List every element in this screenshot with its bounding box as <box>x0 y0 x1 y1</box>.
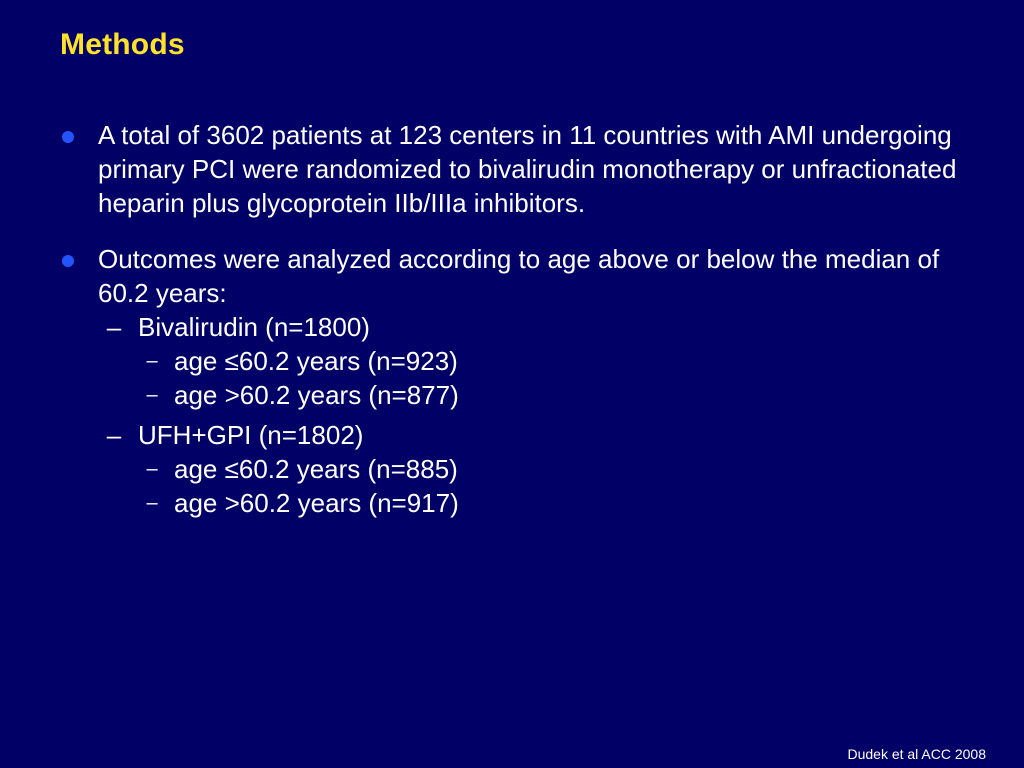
dash-icon: – <box>146 492 158 514</box>
sub-sub-item-text: age ≤60.2 years (n=885) <box>174 454 458 484</box>
dash-icon: – <box>106 420 122 450</box>
sub-sub-item-text: age >60.2 years (n=917) <box>174 488 459 518</box>
sub-sub-item-text: age >60.2 years (n=877) <box>174 380 459 410</box>
bullet-outcomes <box>60 242 990 520</box>
dash-icon: – <box>146 384 158 406</box>
citation: Dudek et al ACC 2008 <box>847 746 986 762</box>
sub-item-text: UFH+GPI (n=1802) <box>138 420 364 450</box>
dash-icon: – <box>146 350 158 372</box>
bullet-text: A total of 3602 patients at 123 centers in 11 countries with AMI undergoing primary PCI were randomized to bivalirudin monotherapy or unfractionated heparin plus glycoprotein IIb/IIIa inhibitors. <box>98 120 957 218</box>
sub-sub-item <box>98 452 990 486</box>
sub-item-text: Bivalirudin (n=1800) <box>138 312 370 342</box>
sub-sub-item <box>98 344 990 378</box>
slide-body <box>60 118 990 542</box>
dash-icon: – <box>106 312 122 342</box>
slide-title: Methods <box>60 28 185 61</box>
sub-item-bivalirudin <box>98 310 990 344</box>
bullet-text: Outcomes were analyzed according to age above or below the median of 60.2 years: <box>98 244 940 308</box>
sub-sub-item <box>98 378 990 412</box>
group-bivalirudin <box>98 310 990 412</box>
group-ufh-gpi <box>98 418 990 520</box>
dash-icon: – <box>146 458 158 480</box>
bullet-dot-icon <box>62 131 74 143</box>
bullet-dot-icon <box>62 255 74 267</box>
bullet-study-design <box>60 118 990 220</box>
sub-sub-item-text: age ≤60.2 years (n=923) <box>174 346 458 376</box>
sub-sub-item <box>98 486 990 520</box>
sub-item-ufh-gpi <box>98 418 990 452</box>
